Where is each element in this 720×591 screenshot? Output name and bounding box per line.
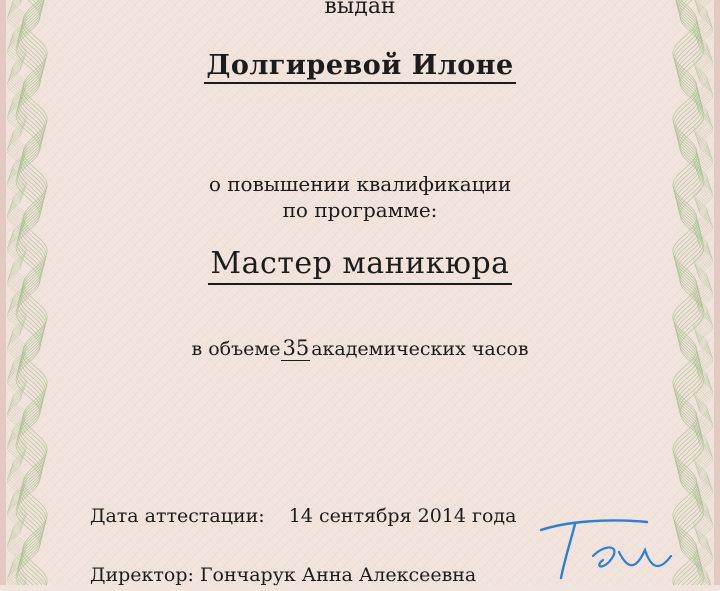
date-label: Дата аттестации:: [90, 505, 265, 527]
director-row: [90, 564, 476, 586]
hours-line: [0, 336, 720, 361]
hours-suffix: академических часов: [311, 338, 529, 360]
edge-strip: [714, 0, 720, 585]
issued-label: выдан: [324, 0, 396, 19]
director-label: Директор:: [90, 564, 194, 586]
director-signature: [535, 516, 675, 591]
qualification-line: о повышении квалификации: [208, 172, 512, 196]
program-name-text: Мастер маникюра: [208, 246, 511, 285]
program-name: [0, 246, 720, 281]
recipient-name-text: Долгиревой Илоне: [204, 50, 515, 84]
recipient-name: [0, 50, 720, 81]
attestation-date-row: [90, 505, 516, 527]
director-name: Гончарук Анна Алексеевна: [199, 564, 477, 586]
program-intro: по программе:: [282, 198, 438, 222]
hours-prefix: в объеме: [191, 338, 281, 360]
edge-strip: [0, 0, 6, 585]
date-value: 14 сентября 2014 года: [288, 505, 517, 527]
hours-value: 35: [282, 336, 310, 360]
